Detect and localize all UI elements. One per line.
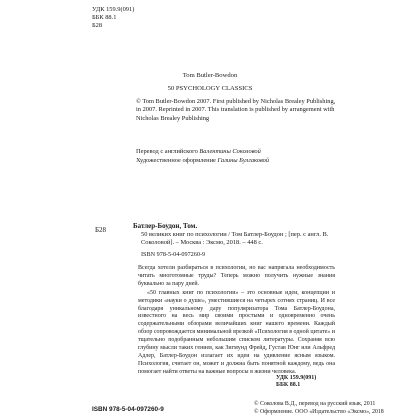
original-title: 50 PSYCHOLOGY CLASSICS [167,85,253,92]
original-author: Tom Butler-Bowdon [182,72,238,79]
bbk-repeat-code: ББК 88.1 [276,382,301,389]
design-credit [136,157,269,166]
translator-name: Валентины Соколовой [199,148,261,155]
design-prefix: Художественное оформление [136,156,218,164]
translation-credit [136,148,269,157]
footer-copyrights [254,400,384,416]
abstract-paragraph-2: «50 главных книг по психологии» – это основные идеи, концепции и методики «науки о душе», уместившиеся на четырех сотнях страниц. И все благодаря уникальному дару популяризатора Тома Батлер-Боудона, известного на весь мир своими простыми и одновременно очень содержательными обзорами величайших книг нашего времени. Каждый обзор сопровождается минимальной врезкой «Психология в одной цитате» и тщательно подобранным небольшим списком литературы. Сохраняя всю глубину мысли таких гениев, как Зигмунд Фрейд, Густав Юнг или Альфред Адлер, Батлер-Боудон излагает их идеи на удивление ясным языком. Психология, считает он, может и должна быть понятной каждому, ведь она помогает найти ответы на важные вопросы в жизни человека. [138,289,335,375]
catalog-description: 50 великих книг по психологии / Том Батлер-Боудон ; [пер. с англ. В. Соколовой]. – Москва : Эксмо, 2018. – 448 с. [141,231,329,247]
classification-codes [92,6,134,31]
copyright-translation: © Соколова В.Д., перевод на русский язык, 2011 [254,401,376,407]
copyright-design: © Оформление. ООО «Издательство «Эксмо», 2018 [254,409,384,416]
abstract-paragraph-1: Всегда хотели разбираться в психологии, но вас напрягала необходимость читать многотомные труды? Теперь можно получить нужные знания буквально за пару дней. [138,265,335,287]
classification-repeat [276,375,316,390]
catalog-isbn: ISBN 978-5-04-097260-9 [141,251,206,258]
original-copyright: © Tom Butler-Bowdon 2007. First published by Nicholas Brealey Publishing, in 2007. Reprinted in 2007. This translation is published by arrangement with Nicholas Brealey Publishing [136,98,336,122]
author-mark: Б28 [92,22,103,30]
abstract [138,265,335,378]
bbk-code: ББК 88.1 [92,14,117,22]
credits-block [136,148,269,165]
udk-repeat-code: УДК 159.9(091) [276,375,317,381]
catalog-heading: Батлер-Боудон, Том. [133,222,198,230]
catalog-author-mark: Б28 [95,226,107,234]
designer-name: Галины Булгаковой [217,156,270,164]
udk-code: УДК 159.9(091) [92,6,135,13]
translation-prefix: Перевод с английского [136,148,200,155]
footer-isbn: ISBN 978-5-04-097260-9 [92,406,164,413]
